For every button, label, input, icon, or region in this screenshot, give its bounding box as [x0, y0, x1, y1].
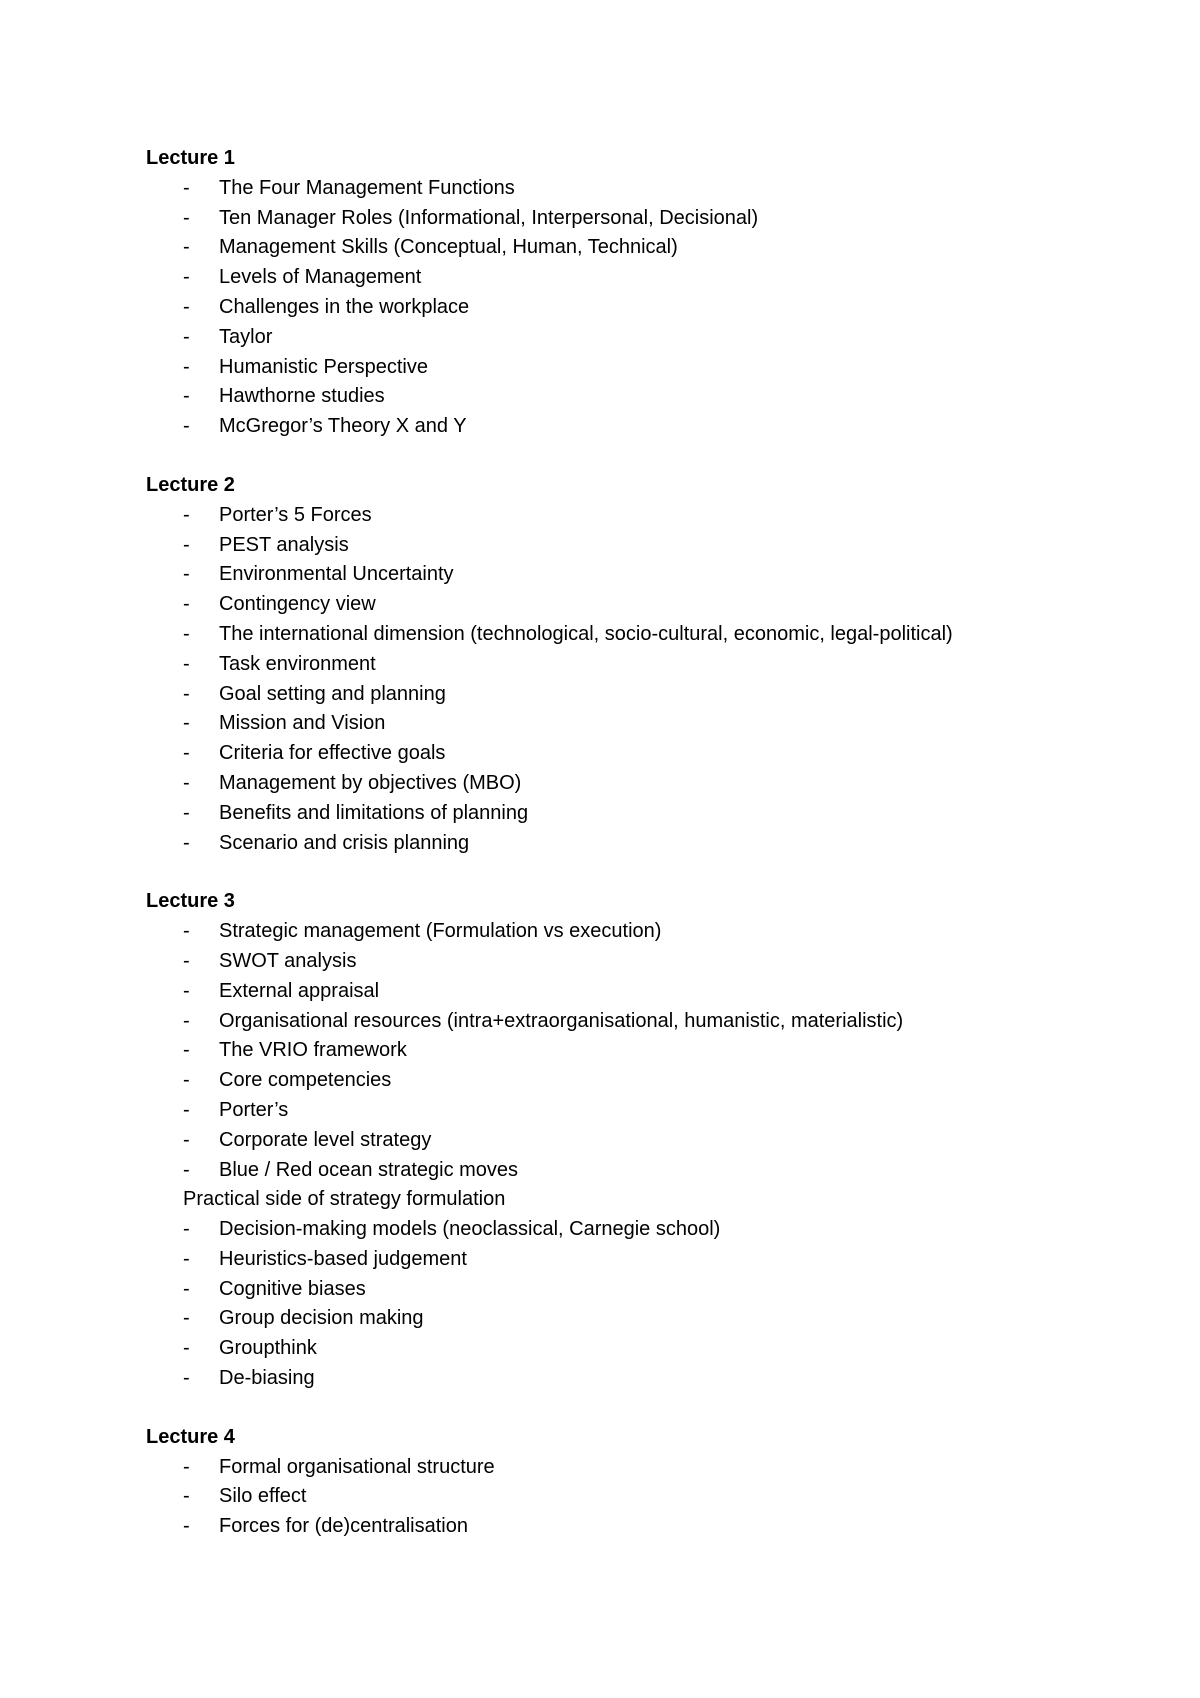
bullet-dash: - [183, 831, 190, 854]
bullet-dash: - [183, 1515, 190, 1538]
list-item-text: Groupthink [219, 1337, 317, 1360]
list-item [146, 412, 1106, 442]
list-item [146, 353, 1106, 383]
list-item-text: Blue / Red ocean strategic moves [219, 1158, 519, 1181]
list-item [146, 799, 1106, 829]
bullet-dash: - [183, 1098, 190, 1121]
list-item [146, 204, 1106, 234]
bullet-dash: - [183, 325, 190, 348]
list-item-text: Ten Manager Roles (Informational, Interpersonal, Decisional) [219, 206, 759, 229]
lecture-1-heading: Lecture 1 [146, 147, 235, 169]
list-item-text: Forces for (de)centralisation [219, 1515, 468, 1538]
list-item-text: Decision-making models (neoclassical, Carnegie school) [219, 1218, 721, 1241]
bullet-dash: - [183, 979, 190, 1002]
list-item-text: McGregor’s Theory X and Y [219, 415, 467, 438]
list-item [146, 680, 1106, 710]
bullet-dash: - [183, 682, 190, 705]
bullet-dash: - [183, 742, 190, 765]
list-item-text: The VRIO framework [219, 1039, 407, 1062]
bullet-dash: - [183, 801, 190, 824]
bullet-dash: - [183, 533, 190, 556]
list-item-text: Cognitive biases [219, 1277, 366, 1300]
list-item [146, 1512, 1106, 1542]
list-item [146, 590, 1106, 620]
list-item [146, 709, 1106, 739]
bullet-dash: - [183, 1485, 190, 1508]
list-item [146, 531, 1106, 561]
list-item [146, 1364, 1106, 1394]
list-item [146, 977, 1106, 1007]
bullet-dash: - [183, 415, 190, 438]
list-item-text: Mission and Vision [219, 712, 386, 735]
bullet-dash: - [183, 385, 190, 408]
list-item [146, 739, 1106, 769]
bullet-dash: - [183, 1069, 190, 1092]
bullet-dash: - [183, 206, 190, 229]
bullet-dash: - [183, 712, 190, 735]
lecture-2-heading: Lecture 2 [146, 473, 235, 496]
bullet-dash: - [183, 771, 190, 794]
list-item [146, 293, 1106, 323]
bullet-dash: - [183, 1277, 190, 1300]
list-item-text: Formal organisational structure [219, 1455, 495, 1478]
list-item-text: Environmental Uncertainty [219, 563, 454, 586]
list-item-text: Hawthorne studies [219, 385, 385, 408]
lecture-3-section [146, 887, 1106, 1394]
list-item [146, 560, 1106, 590]
list-item-text: Organisational resources (intra+extraorganisational, humanistic, materialistic) [219, 1009, 904, 1032]
list-item-text: Scenario and crisis planning [219, 831, 470, 854]
bullet-dash: - [183, 1218, 190, 1241]
bullet-dash: - [183, 563, 190, 586]
bullet-dash: - [183, 1158, 190, 1181]
list-item [146, 917, 1106, 947]
list-item [146, 1334, 1106, 1364]
list-item-text: The Four Management Functions [219, 176, 515, 199]
list-item-text: Porter’s [219, 1098, 289, 1121]
bullet-dash: - [183, 622, 190, 645]
list-item-text: The international dimension (technological, socio-cultural, economic, legal-political) [219, 622, 953, 645]
bullet-dash: - [183, 1337, 190, 1360]
lecture-2-section [146, 471, 1106, 858]
list-item-text: Management by objectives (MBO) [219, 771, 522, 794]
list-item [146, 1096, 1106, 1126]
list-item [146, 382, 1106, 412]
list-item [146, 174, 1106, 204]
lecture-4-section [146, 1423, 1106, 1542]
bullet-dash: - [183, 1039, 190, 1062]
list-item [146, 1156, 1106, 1186]
lecture-1-section [146, 144, 1106, 442]
list-item-text: Porter’s 5 Forces [219, 503, 372, 526]
bullet-dash: - [183, 1455, 190, 1478]
lecture-3-heading: Lecture 3 [146, 890, 235, 913]
bullet-dash: - [183, 1009, 190, 1032]
list-item [146, 829, 1106, 859]
list-item [146, 1215, 1106, 1245]
bullet-dash: - [183, 1367, 190, 1390]
bullet-dash: - [183, 652, 190, 675]
bullet-dash: - [183, 295, 190, 318]
list-item [146, 650, 1106, 680]
list-item-text: SWOT analysis [219, 949, 357, 972]
list-item [146, 1245, 1106, 1275]
list-item [146, 1275, 1106, 1305]
bullet-dash: - [183, 266, 190, 289]
list-item [146, 769, 1106, 799]
bullet-dash: - [183, 593, 190, 616]
list-item-text: Levels of Management [219, 266, 422, 289]
bullet-dash: - [183, 949, 190, 972]
list-item [146, 501, 1106, 531]
list-item-text: External appraisal [219, 979, 380, 1002]
list-item [146, 947, 1106, 977]
list-item-text: Group decision making [219, 1307, 424, 1330]
list-item-text: Contingency view [219, 593, 376, 616]
list-item-text: Heuristics-based judgement [219, 1247, 467, 1270]
list-item [146, 1007, 1106, 1037]
list-item [146, 1066, 1106, 1096]
list-item-text: Benefits and limitations of planning [219, 801, 529, 824]
bullet-dash: - [183, 236, 190, 259]
list-item-text: Taylor [219, 325, 273, 348]
list-item-text: Task environment [219, 652, 376, 675]
list-item-text: Goal setting and planning [219, 682, 446, 705]
list-item-text: Management Skills (Conceptual, Human, Technical) [219, 236, 678, 259]
list-item-text: Strategic management (Formulation vs execution) [219, 920, 662, 943]
bullet-dash: - [183, 920, 190, 943]
list-item [146, 233, 1106, 263]
list-item [146, 323, 1106, 353]
list-item-text: Humanistic Perspective [219, 355, 428, 378]
list-item-text: Challenges in the workplace [219, 295, 470, 318]
list-item [146, 1482, 1106, 1512]
list-item [146, 1036, 1106, 1066]
bullet-dash: - [183, 176, 190, 199]
bullet-dash: - [183, 1307, 190, 1330]
lecture-4-heading: Lecture 4 [146, 1425, 235, 1448]
list-item-text: Corporate level strategy [219, 1128, 432, 1151]
list-item [146, 1453, 1106, 1483]
bullet-dash: - [183, 1247, 190, 1270]
list-item-text: Criteria for effective goals [219, 742, 446, 765]
list-item-text: Core competencies [219, 1069, 392, 1092]
practical-strategy-subheading: Practical side of strategy formulation [183, 1188, 506, 1211]
bullet-dash: - [183, 503, 190, 526]
bullet-dash: - [183, 355, 190, 378]
list-item [146, 263, 1106, 293]
list-item-text: De-biasing [219, 1367, 315, 1390]
list-item [146, 1304, 1106, 1334]
list-item-text: PEST analysis [219, 533, 349, 556]
list-item-text: Silo effect [219, 1485, 307, 1508]
bullet-dash: - [183, 1128, 190, 1151]
document-content [146, 144, 1106, 1571]
list-item [146, 620, 1106, 650]
list-item [146, 1126, 1106, 1156]
